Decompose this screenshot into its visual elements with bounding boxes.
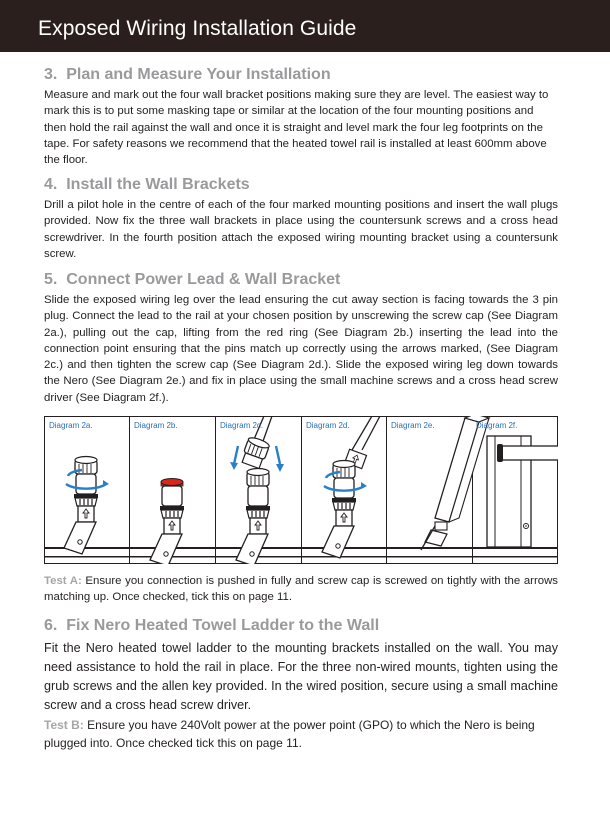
section-6-body: Fit the Nero heated towel ladder to the mounting brackets installed on the wall. You may need assistance to hold the rail in place. For the three non-wired mounts, tighten using the grub screws and the allen key provided. In the wired position, secure using a small machine screw and a cross head screw driver. (44, 641, 558, 712)
section-5-title: 5. Connect Power Lead & Wall Bracket (44, 271, 341, 288)
diagram-2b-label: Diagram 2b. (134, 421, 178, 430)
page-header (0, 0, 610, 52)
section-4-body: Drill a pilot hole in the centre of each of the four marked mounting positions and insert the wall plugs provided. Now fix the three wall brackets in place using the countersunk screws and a cross head screwdriver. In the fourth position attach the exposed wiring mounting bracket using a countersunk screw. (44, 199, 558, 260)
section-4-title: 4. Install the Wall Brackets (44, 176, 250, 193)
diagram-2c-label: Diagram 2c. (220, 421, 264, 430)
section-3-body: Measure and mark out the four wall bracket positions making sure they are level. The easiest way to mark this is to put some masking tape or similar at the location of the four mounting positions and then hold the rail against the wall and once it is straight and level mark the four leg footprints on the tape. For safety reasons we recommend that the heated towel rail is installed at least 600mm above the floor. (44, 89, 549, 167)
test-b-note (44, 716, 544, 752)
test-a-body: Ensure you connection is pushed in fully and screw cap is screwed on tightly with the arrows matching up. Once checked, tick this on page 11. (44, 575, 558, 604)
page-title: Exposed Wiring Installation Guide (38, 17, 357, 40)
test-a-note (44, 573, 558, 606)
test-b-body: Ensure you have 240Volt power at the power point (GPO) to which the Nero is being plugged into. Once checked tick this on page 11. (44, 718, 535, 750)
diagram-2a-label: Diagram 2a. (49, 421, 93, 430)
section-3-title: 3. Plan and Measure Your Installation (44, 66, 331, 83)
diagram-2e-label: Diagram 2e. (391, 421, 435, 430)
diagram-2f-label: Diagram 2f. (476, 421, 518, 430)
diagram-2d-label: Diagram 2d. (306, 421, 350, 430)
test-b-label: Test B: (44, 718, 84, 732)
connection-diagrams (44, 416, 558, 564)
section-5-body: Slide the exposed wiring leg over the lead ensuring the cut away section is facing towards the 3 pin plug. Connect the lead to the rail at your chosen position by unscrewing the screw cap (See Diagram 2a.), pulling out the cap, lifting from the red ring (See Diagram 2b.) inserting the lead into the connection point ensuring that the pins match up correctly using the arrows marked, (See Diagram 2c.) and then tighten the screw cap (See Diagram 2d.). Slide the exposed wiring leg down towards the Nero (See Diagram 2e.) and fix in place using the small machine screws and a cross head screw driver (See Diagram 2f.). (44, 294, 558, 404)
test-a-label: Test A: (44, 575, 82, 587)
section-6-title: 6. Fix Nero Heated Towel Ladder to the Wall (44, 617, 380, 634)
